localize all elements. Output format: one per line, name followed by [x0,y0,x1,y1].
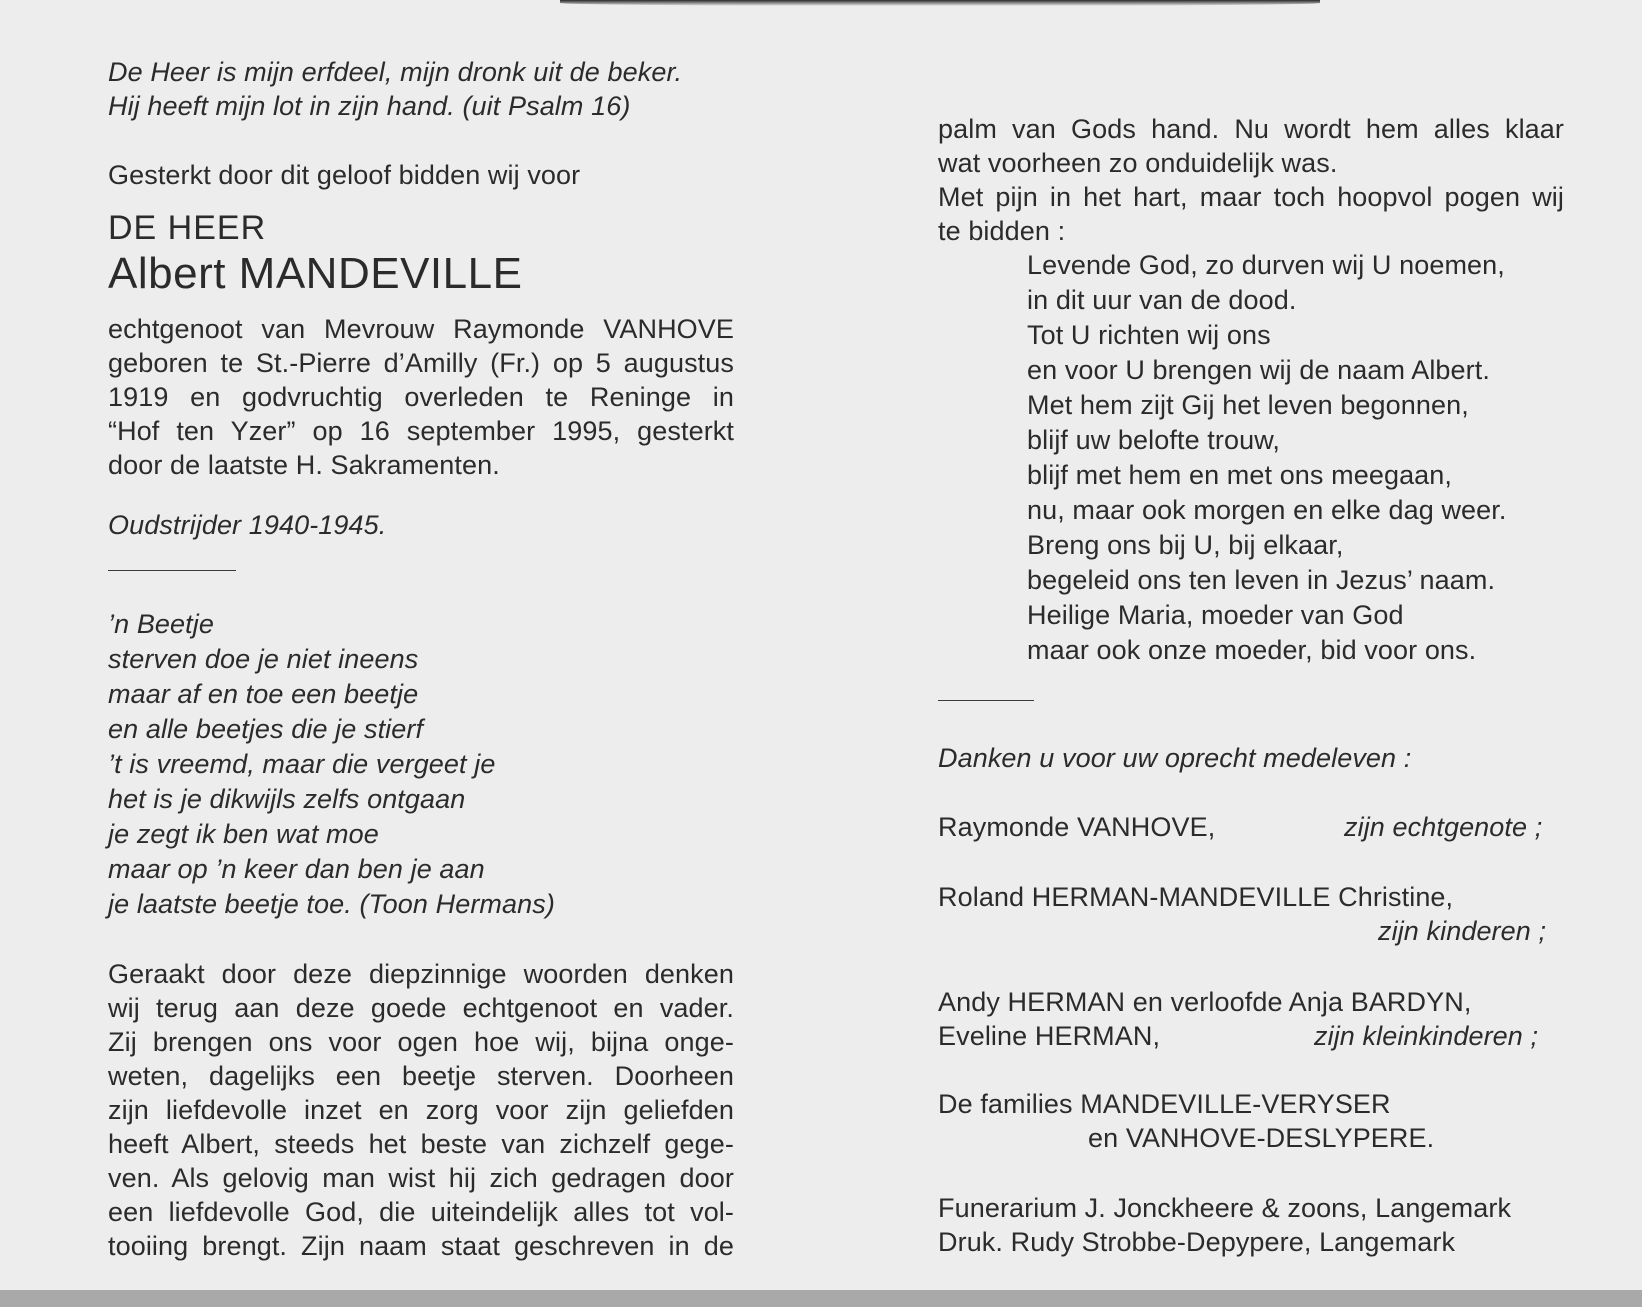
reflection-line: een liefdevolle God, die uiteindelijk alles tot vol- [108,1197,734,1227]
poem-line: en alle beetjes die je stierf [108,714,424,744]
prayer-line: Levende God, zo durven wij U noemen, [1027,250,1505,280]
poem-line: ’n Beetje [108,609,214,639]
funeral-home: Funerarium J. Jonckheere & zoons, Langemark [938,1193,1512,1223]
grandchildren-role: zijn kleinkinderen ; [1314,1021,1539,1051]
veteran-note: Oudstrijder 1940-1945. [108,510,387,540]
children-names: Roland HERMAN-MANDEVILLE Christine, [938,882,1454,912]
poem-line: ’t is vreemd, maar die vergeet je [108,749,496,779]
reflection-line: ven. Als gelovig man wist hij zich gedragen door [108,1163,734,1193]
prayer-line: in dit uur van de dood. [1027,285,1297,315]
prayer-line: blijf met hem en met ons meegaan, [1027,460,1453,490]
prayer-line: en voor U brengen wij de naam Albert. [1027,355,1490,385]
divider [938,700,1034,701]
intro-text: Gesterkt door dit geloof bidden wij voor [108,160,581,190]
bio-line: “Hof ten Yzer” op 16 september 1995, gesterkt [108,416,734,446]
reflection-line: tooiing brengt. Zijn naam staat geschreven in de [108,1231,734,1261]
reflection-line: zijn liefdevolle inzet en zorg voor zijn geliefden [108,1095,734,1125]
bio-line: 1919 en godvruchtig overleden te Reninge in [108,382,734,412]
grandchild-line: Andy HERMAN en verloofde Anja BARDYN, [938,987,1472,1017]
poem-line: sterven doe je niet ineens [108,644,419,674]
thanks-text: Danken u voor uw oprecht medeleven : [938,743,1412,773]
spouse-role: zijn echtgenote ; [1344,812,1543,842]
families-line: De families MANDEVILLE-VERYSER [938,1089,1391,1119]
poem-line: je laatste beetje toe. (Toon Hermans) [108,889,555,919]
prayer-line: Met hem zijt Gij het leven begonnen, [1027,390,1469,420]
reflection-line: Zij brengen ons voor ogen hoe wij, bijna onge- [108,1027,734,1057]
reflection-line: weten, dagelijks een beetje sterven. Doorheen [108,1061,734,1091]
continuation-line: Met pijn in het hart, maar toch hoopvol pogen wij [938,182,1564,212]
prayer-line: Tot U richten wij ons [1027,320,1271,350]
honorific-title: DE HEER [108,209,267,247]
printer: Druk. Rudy Strobbe-Depypere, Langemark [938,1227,1456,1257]
bio-line: door de laatste H. Sakramenten. [108,450,500,480]
prayer-line: Heilige Maria, moeder van God [1027,600,1404,630]
bio-line: geboren te St.-Pierre d’Amilly (Fr.) op 5 augustus [108,348,734,378]
prayer-line: maar ook onze moeder, bid voor ons. [1027,635,1477,665]
divider [108,570,236,571]
poem-line: je zegt ik ben wat moe [108,819,379,849]
spouse-name: Raymonde VANHOVE, [938,812,1216,842]
poem-line: maar af en toe een beetje [108,679,419,709]
children-role: zijn kinderen ; [1378,916,1547,946]
continuation-line: wat voorheen zo onduidelijk was. [938,148,1338,178]
epigraph-line: De Heer is mijn erfdeel, mijn dronk uit de beker. [108,57,683,87]
scan-edge [0,1290,1642,1307]
epigraph-line: Hij heeft mijn lot in zijn hand. (uit Psalm 16) [108,91,631,121]
grandchild-line: Eveline HERMAN, [938,1021,1161,1051]
poem-line: het is je dikwijls zelfs ontgaan [108,784,466,814]
continuation-line: palm van Gods hand. Nu wordt hem alles klaar [938,114,1564,144]
prayer-line: nu, maar ook morgen en elke dag weer. [1027,495,1507,525]
prayer-line: begeleid ons ten leven in Jezus’ naam. [1027,565,1496,595]
reflection-line: wij terug aan deze goede echtgenoot en vader. [108,993,734,1023]
poem-line: maar op ’n keer dan ben je aan [108,854,485,884]
prayer-line: blijf uw belofte trouw, [1027,425,1280,455]
reflection-line: heeft Albert, steeds het beste van zichzelf gege- [108,1129,734,1159]
families-line: en VANHOVE-DESLYPERE. [1088,1123,1435,1153]
continuation-line: te bidden : [938,216,1066,246]
reflection-line: Geraakt door deze diepzinnige woorden denken [108,959,734,989]
bio-line: echtgenoot van Mevrouw Raymonde VANHOVE [108,314,734,344]
prayer-line: Breng ons bij U, bij elkaar, [1027,530,1344,560]
deceased-name: Albert MANDEVILLE [108,249,523,298]
scan-shadow [560,0,1320,6]
